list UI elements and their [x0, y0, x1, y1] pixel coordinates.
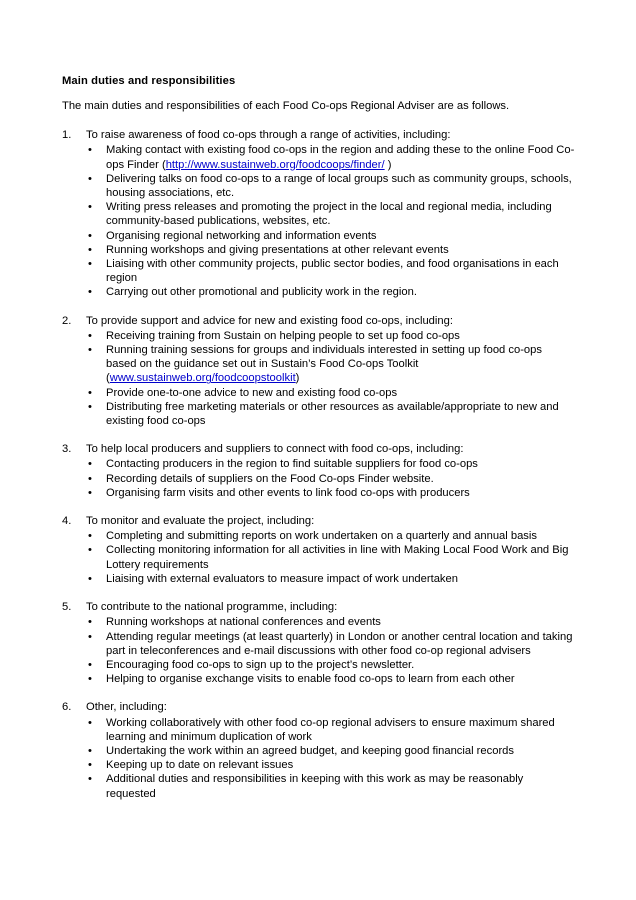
list-item-text: Running workshops at national conferences and events [106, 616, 381, 629]
list-item [62, 285, 575, 299]
list-item [62, 386, 575, 400]
list-item [62, 758, 575, 772]
external-link[interactable]: http://www.sustainweb.org/foodcoops/finder/ [165, 158, 385, 171]
section-number: 3. [62, 443, 72, 456]
list-item-text: Liaising with other community projects, public sector bodies, and food organisations in each region [106, 258, 559, 285]
bullet-icon: • [88, 486, 92, 499]
list-item-text: Receiving training from Sustain on helping people to set up food co-ops [106, 329, 460, 342]
list-item-text: Organising farm visits and other events to link food co-ops with producers [106, 486, 470, 499]
numbered-section [62, 700, 575, 800]
numbered-section [62, 600, 575, 686]
section-heading-text: To provide support and advice for new and existing food co-ops, including: [86, 314, 453, 327]
list-item [62, 486, 575, 500]
list-item [62, 457, 575, 471]
bullet-icon: • [88, 243, 92, 256]
bullet-icon: • [88, 400, 92, 413]
list-item [62, 257, 575, 285]
bullet-icon: • [88, 286, 92, 299]
list-item-text: Organising regional networking and information events [106, 229, 377, 242]
section-heading [62, 314, 575, 328]
list-item [62, 329, 575, 343]
section-bullet-list [62, 716, 575, 801]
bullet-icon: • [88, 572, 92, 585]
section-heading-text: To raise awareness of food co-ops through a range of activities, including: [86, 129, 451, 142]
list-item [62, 472, 575, 486]
list-item [62, 672, 575, 686]
numbered-section [62, 314, 575, 429]
list-item-text: Distributing free marketing materials or other resources as available/appropriate to new and existing food co-ops [106, 400, 559, 428]
list-item [62, 744, 575, 758]
section-bullet-list [62, 143, 575, 299]
page-title: Main duties and responsibilities [62, 75, 236, 87]
list-item-text: Attending regular meetings (at least quarterly) in London or another central location and taking part in teleconferences and e-mail discussions with other food co-op regional advisers [106, 630, 573, 657]
list-item-text: Provide one-to-one advice to new and existing food co-ops [106, 386, 398, 399]
list-item-text: Keeping up to date on relevant issues [106, 759, 294, 772]
list-item [62, 172, 575, 200]
list-item-text: Undertaking the work within an agreed budget, and keeping good financial records [106, 744, 514, 757]
list-item [62, 658, 575, 672]
list-item-text: Running training sessions for groups and individuals interested in setting up food co-ops based on the guidance set out in Sustain’s Food Co-ops Toolkit ( [106, 344, 542, 385]
list-item [62, 200, 575, 228]
duties-numbered-list [62, 128, 575, 801]
section-heading-text: To help local producers and suppliers to connect with food co-ops, including: [86, 443, 464, 456]
list-item-text: Running workshops and giving presentations at other relevant events [106, 243, 449, 256]
list-item-text: Additional duties and responsibilities in keeping with this work as may be reasonably requested [106, 773, 524, 800]
list-item-text: Delivering talks on food co-ops to a range of local groups such as community groups, schools, housing associations, etc. [106, 172, 572, 200]
list-item-text-tail: ) [384, 158, 392, 171]
bullet-icon: • [88, 344, 92, 357]
section-heading [62, 128, 575, 142]
list-item-text: Completing and submitting reports on work undertaken on a quarterly and annual basis [106, 530, 537, 543]
bullet-icon: • [88, 386, 92, 399]
list-item [62, 772, 575, 800]
bullet-icon: • [88, 616, 92, 629]
list-item-text: Collecting monitoring information for all activities in line with Making Local Food Work and Big Lottery requirements [106, 544, 569, 571]
section-number: 2. [62, 314, 72, 327]
section-number: 1. [62, 129, 72, 142]
list-item-text: Working collaboratively with other food co-op regional advisers to ensure maximum shared learning and minimum duplication of work [106, 716, 555, 743]
list-item-text: Helping to organise exchange visits to enable food co-ops to learn from each other [106, 673, 515, 686]
section-bullet-list [62, 615, 575, 686]
bullet-icon: • [88, 744, 92, 757]
list-item [62, 343, 575, 386]
intro-paragraph: The main duties and responsibilities of each Food Co-ops Regional Adviser are as follows. [62, 100, 510, 112]
section-bullet-list [62, 329, 575, 428]
list-item [62, 243, 575, 257]
list-item [62, 543, 575, 571]
section-number: 5. [62, 601, 72, 614]
bullet-icon: • [88, 759, 92, 772]
section-heading-text: To contribute to the national programme, including: [86, 601, 338, 614]
section-heading [62, 700, 575, 714]
list-item-text: Writing press releases and promoting the project in the local and regional media, including community-based publications, websites, etc. [106, 201, 552, 228]
section-heading [62, 600, 575, 614]
list-item [62, 400, 575, 428]
list-item [62, 572, 575, 586]
list-item-text: Recording details of suppliers on the Food Co-ops Finder website. [106, 472, 434, 485]
numbered-section [62, 442, 575, 500]
section-bullet-list [62, 529, 575, 586]
list-item-text: Carrying out other promotional and publicity work in the region. [106, 286, 417, 299]
bullet-icon: • [88, 329, 92, 342]
list-item-text: Contacting producers in the region to find suitable suppliers for food co-ops [106, 458, 478, 471]
section-bullet-list [62, 457, 575, 500]
section-number: 4. [62, 515, 72, 528]
external-link[interactable]: www.sustainweb.org/foodcoopstoolkit [109, 372, 296, 385]
bullet-icon: • [88, 544, 92, 557]
bullet-icon: • [88, 144, 92, 157]
bullet-icon: • [88, 172, 92, 185]
bullet-icon: • [88, 773, 92, 786]
section-heading [62, 514, 575, 528]
bullet-icon: • [88, 673, 92, 686]
list-item [62, 630, 575, 658]
list-item [62, 615, 575, 629]
bullet-icon: • [88, 458, 92, 471]
list-item-text: Encouraging food co-ops to sign up to the project’s newsletter. [106, 658, 415, 671]
list-item-text: Liaising with external evaluators to measure impact of work undertaken [106, 572, 458, 585]
list-item [62, 143, 575, 171]
bullet-icon: • [88, 716, 92, 729]
bullet-icon: • [88, 530, 92, 543]
section-heading-text: To monitor and evaluate the project, including: [86, 515, 315, 528]
section-heading [62, 442, 575, 456]
bullet-icon: • [88, 630, 92, 643]
bullet-icon: • [88, 658, 92, 671]
section-number: 6. [62, 701, 72, 714]
numbered-section [62, 514, 575, 586]
list-item [62, 529, 575, 543]
list-item-text-tail: ) [295, 372, 300, 385]
bullet-icon: • [88, 472, 92, 485]
list-item-text: Making contact with existing food co-ops in the region and adding these to the online Food Co-ops Finder ( [106, 144, 575, 171]
list-item [62, 716, 575, 744]
numbered-section [62, 128, 575, 299]
section-heading-text: Other, including: [86, 701, 167, 714]
bullet-icon: • [88, 258, 92, 271]
bullet-icon: • [88, 229, 92, 242]
bullet-icon: • [88, 201, 92, 214]
list-item [62, 229, 575, 243]
